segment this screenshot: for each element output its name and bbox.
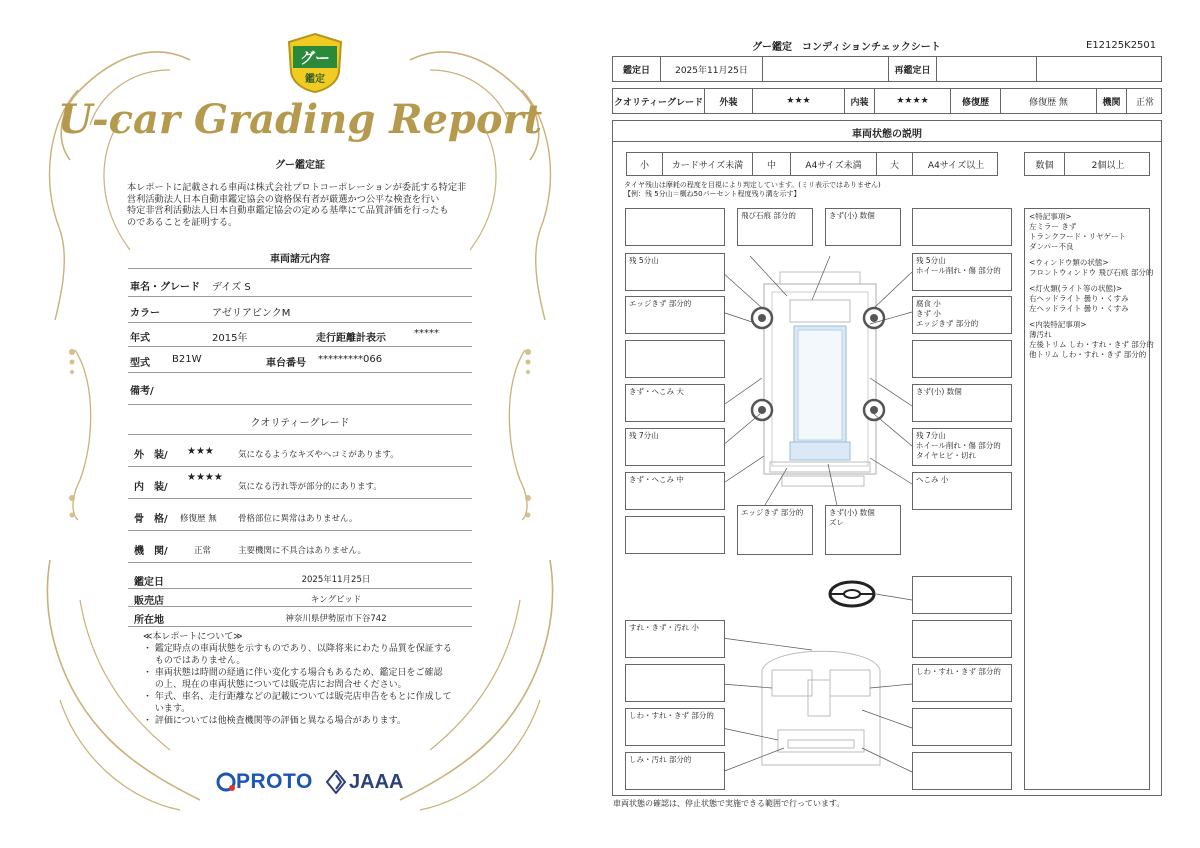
script-title: U-car Grading Report (57, 96, 543, 143)
callout-box (625, 340, 725, 378)
callout-scratch-rear: きず(小) 数個 ズレ (825, 505, 901, 555)
sheet-title: グー鑑定 コンディションチェックシート (752, 42, 941, 53)
remarks-label: 備考/ (130, 386, 154, 397)
grade-label: クオリティーグレード (613, 89, 705, 113)
count-label: 数個 (1025, 153, 1065, 175)
callout-int-rear: しみ・汚れ 部分的 (625, 752, 725, 790)
reinspect-value (937, 57, 1037, 81)
repair-value: 修復歴 無 (1001, 89, 1097, 113)
steering-wheel-icon (830, 582, 874, 606)
address-value: 神奈川県伊勢原市下谷742 (285, 614, 387, 624)
callout-int-front-left: すれ・きず・汚れ 小 (625, 620, 725, 658)
callout-int-right: しわ・すれ・きず 部分的 (912, 664, 1012, 702)
spec-heading: 車両諸元内容 (270, 254, 330, 265)
size-large-desc: A4サイズ以上 (927, 160, 985, 171)
goo-emblem-icon (285, 32, 345, 94)
grade-heading: クオリティーグレード (250, 418, 350, 429)
intro-line: のであることを証明する。 (127, 216, 238, 228)
exterior-label: 外 装/ (134, 450, 168, 461)
engine-desc: 主要機関に不具合はありません。 (238, 546, 367, 556)
engine-label: 機 関/ (134, 546, 168, 557)
size-small: 小 (627, 153, 663, 175)
callout-scratch-right: きず(小) 数個 (912, 384, 1012, 422)
jaaa-logo (326, 770, 403, 794)
color-label: カラー (130, 308, 160, 319)
date-row (612, 56, 1162, 82)
emblem-top-text: グー (299, 49, 331, 67)
chassis-value: *********066 (318, 354, 383, 365)
about-line: ・ 鑑定時点の車両状態を示すものであり、以降将来にわたり品質を保証する (143, 644, 452, 654)
date-value: 2025年11月25日 (661, 57, 763, 81)
note-line: 左後トリム しわ・すれ・きず 部分的 (1029, 340, 1154, 349)
intro-line: 本レポートに記載される車両は株式会社プロトコーポレーションが委託する特定非 (127, 182, 467, 193)
callout-scratch-top: きず(小) 数個 (825, 208, 901, 246)
mileage-value: ***** (414, 328, 439, 339)
size-mid-desc: A4サイズ未満 (791, 153, 877, 175)
callout-right-mid: 腐食 小 きず 小 エッジきず 部分的 (912, 296, 1012, 334)
proto-mark-icon (216, 771, 236, 793)
about-line: ・ 年式、車名、走行距離などの記載については販売店申告をもとに作成して (143, 692, 452, 702)
note-line: 薄汚れ (1029, 330, 1052, 339)
note-line: <特記事項> (1029, 212, 1072, 221)
note-line: <内装特記事項> (1029, 320, 1087, 329)
tire-note-line: タイヤ残山は摩耗の程度を目視により判定しています。(ミリ表示ではありません) (624, 181, 881, 189)
about-line: ・ 評価については他検査機関等の評価と異なる場合があります。 (143, 716, 406, 726)
mileage-label: 走行距離計表示 (316, 333, 386, 344)
size-mid: 中 (753, 153, 791, 175)
about-line: ものではありません。 (143, 656, 246, 666)
callout-box (625, 208, 725, 246)
interior-desc: 気になる汚れ等が部分的にあります。 (238, 482, 382, 492)
note-line: 左ミラー きず (1029, 222, 1077, 231)
reinspect-label: 再鑑定日 (889, 57, 937, 81)
callout-box (625, 664, 725, 702)
engine-label: 機関 (1097, 89, 1127, 113)
ext-label: 外装 (705, 89, 753, 113)
reinspect-blank (1037, 57, 1163, 81)
frame-label: 骨 格/ (134, 514, 168, 525)
note-line: トランクフード・リヤゲート (1029, 232, 1126, 241)
callout-box (625, 516, 725, 554)
note-line: ダンパー不良 (1029, 242, 1074, 251)
address-label: 所在地 (134, 615, 164, 626)
callout-box (912, 752, 1012, 790)
tire-note (624, 181, 881, 199)
callout-int-left2: しわ・すれ・きず 部分的 (625, 708, 725, 746)
engine-value: 正常 (1135, 97, 1154, 108)
about-heading: ≪本レポートについて≫ (143, 632, 243, 642)
callout-box (912, 708, 1012, 746)
date-label: 鑑定日 (613, 57, 661, 81)
sheet-code: E12125K2501 (1086, 40, 1157, 51)
note-line: 右ヘッドライト 曇り・くすみ (1029, 294, 1129, 303)
jaaa-mark-icon (326, 770, 346, 794)
about-section (143, 631, 452, 727)
jaaa-logo-text: JAAA (349, 770, 404, 793)
interior-stars: ★★★★ (187, 472, 223, 483)
year-label: 年式 (130, 333, 150, 344)
callout-box (912, 208, 1012, 246)
date-blank (763, 57, 889, 81)
about-line: います。 (143, 704, 191, 714)
grade-row (612, 88, 1162, 114)
chassis-label: 車台番号 (266, 358, 306, 369)
callout-tire-fl: 残 5分山 (625, 253, 725, 291)
interior-label: 内 装/ (134, 482, 168, 493)
callout-edge-rear: エッジきず 部分的 (737, 505, 813, 555)
name-label: 車名・グレード (130, 282, 200, 293)
note-line: <ウィンドウ類の状態> (1029, 258, 1109, 267)
tire-note-line: 【例：残 5分山＝概ね50パーセント程度残り溝を示す】 (624, 190, 801, 198)
status-heading: 車両状態の説明 (852, 129, 922, 140)
shop-label: 販売店 (134, 596, 164, 607)
callout-box (912, 576, 1012, 614)
sheet-footer: 車両状態の確認は、停止状態で実施できる範囲で行っています。 (613, 799, 845, 808)
car-exterior-diagram (764, 272, 876, 486)
int-label: 内装 (845, 89, 875, 113)
certificate-heading: グー鑑定証 (275, 160, 325, 171)
size-large: 大 (877, 153, 913, 175)
about-line: ・ 車両状態は時間の経過に伴い変化する場合もあるため、鑑定日をご確認 (143, 668, 443, 678)
callout-dent-small: へこみ 小 (912, 472, 1012, 510)
exterior-stars: ★★★ (187, 446, 214, 457)
frame-desc: 骨格部位に異常はありません。 (238, 514, 358, 524)
model-label: 型式 (130, 358, 150, 369)
about-line: の上、現在の車両状態については販売店にお問合せください。 (143, 680, 407, 690)
callout-tire-fr: 残 5分山 ホイール削れ・傷 部分的 (912, 253, 1012, 291)
callout-edge-left: エッジきず 部分的 (625, 296, 725, 334)
model-value: B21W (172, 354, 202, 365)
count-desc: 2個以上 (1091, 160, 1125, 171)
callout-chip: 飛び石痕 部分的 (737, 208, 813, 246)
size-small-desc: カードサイズ未満 (663, 153, 753, 175)
intro-text (127, 182, 487, 228)
date-value: 2025年11月25日 (301, 575, 371, 585)
count-legend (1024, 152, 1150, 176)
shop-value: キングビッド (310, 595, 362, 605)
proto-logo-text: PROTO (236, 770, 313, 793)
date-label: 鑑定日 (134, 577, 164, 588)
engine-value: 正常 (194, 546, 212, 556)
exterior-desc: 気になるようなキズやヘコミがあります。 (238, 450, 399, 460)
year-value: 2015年 (212, 333, 248, 344)
note-line: 左ヘッドライト 曇り・くすみ (1029, 304, 1129, 313)
int-stars: ★★★★ (875, 89, 951, 113)
proto-logo (216, 770, 313, 794)
notes-panel (1024, 208, 1154, 790)
color-value: アゼリアピンクM (212, 308, 291, 319)
name-value: デイズ S (212, 282, 251, 293)
note-line: <灯火類(ライト等の状態)> (1029, 284, 1123, 293)
intro-line: 営利活動法人日本自動車鑑定協会の資格保有者が厳選かつ公平な検査を行い (127, 193, 440, 205)
callout-dent-mid: きず・へこみ 中 (625, 472, 725, 510)
size-legend (626, 152, 998, 176)
ext-stars: ★★★ (753, 89, 845, 113)
emblem-bottom-text: 鑑定 (305, 74, 325, 85)
note-line: フロントウィンドウ 飛び石痕 部分的 (1029, 268, 1154, 277)
intro-line: 特定非営利活動法人日本自動車鑑定協会の定める基準にて品質評価を行ったも (127, 205, 449, 216)
callout-tire-rl: 残 7分山 (625, 428, 725, 466)
note-line: 他トリム しわ・すれ・きず 部分的 (1029, 350, 1147, 359)
callout-box (912, 340, 1012, 378)
callout-box (912, 620, 1012, 658)
callout-dent-large: きず・へこみ 大 (625, 384, 725, 422)
callout-tire-rr: 残 7分山 ホイール削れ・傷 部分的 タイヤヒビ・切れ (912, 428, 1012, 466)
frame-value: 修復歴 無 (180, 514, 217, 524)
repair-label: 修復歴 (951, 89, 1001, 113)
